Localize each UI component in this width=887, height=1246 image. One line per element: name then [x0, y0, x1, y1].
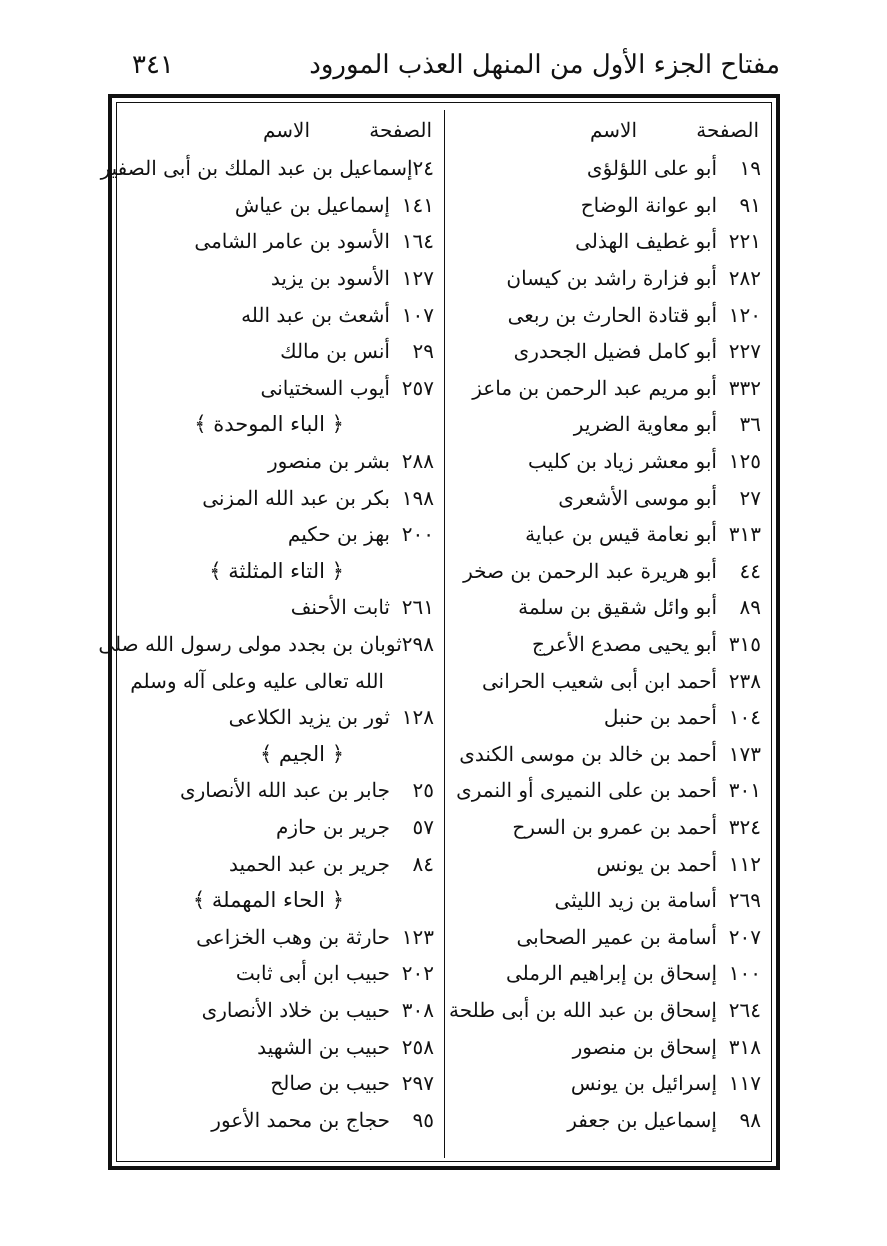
entry-page-number: ٣١٨: [728, 1034, 761, 1059]
entry-name: أبو مريم عبد الرحمن بن ماعز: [472, 375, 717, 400]
entry-page-number: ٢٨٨: [401, 449, 434, 474]
entry-page-number: ٣٠٨: [401, 997, 434, 1022]
entry-name: الأسود بن يزيد: [270, 266, 390, 291]
index-entry: [120, 223, 440, 260]
entry-page-number: ١٢٨: [401, 705, 434, 730]
entry-name: أبو هريرة عبد الرحمن بن صخر: [463, 558, 717, 583]
entry-name: أحمد بن حنبل: [603, 705, 717, 730]
index-entry: [120, 772, 440, 809]
index-entry: [120, 589, 440, 626]
entry-page-number: ٣٠١: [728, 778, 761, 803]
entry-name: إسرائيل بن يونس: [570, 1071, 717, 1096]
entry-page-number: ٢٦٤: [728, 997, 761, 1022]
index-entry: [120, 918, 440, 955]
entry-name: إسحاق بن عبد الله بن أبى طلحة: [449, 997, 717, 1022]
section-title: ﴿ الحاء المهملة ﴾: [192, 888, 344, 913]
section-heading: [120, 736, 440, 773]
entry-name: حبيب بن صالح: [270, 1071, 390, 1096]
entry-page-number: ٥٧: [412, 814, 434, 839]
entry-name: أسامة بن زيد الليثى: [554, 888, 717, 913]
index-entry: [449, 882, 767, 919]
entry-name: إسماعيل بن عياش: [234, 192, 390, 217]
entry-page-number: ١١٧: [728, 1071, 761, 1096]
entry-page-number: ٢٩٨: [401, 632, 434, 657]
entry-name: جرير بن عبد الحميد: [229, 851, 390, 876]
entry-name: إسحاق بن إبراهيم الرملى: [506, 961, 717, 986]
index-entry: [120, 333, 440, 370]
entry-page-number: ٣٣٢: [728, 375, 761, 400]
entry-name: أحمد ابن أبى شعيب الحرانى: [481, 668, 717, 693]
entry-name: حبيب بن خلاد الأنصارى: [201, 997, 390, 1022]
entry-page-number: ٢٣٨: [728, 668, 761, 693]
index-entry: [449, 699, 767, 736]
entry-name: ثابت الأحنف: [290, 595, 390, 620]
entry-name: أحمد بن على النميرى أو النمرى: [456, 778, 717, 803]
index-entry: [449, 626, 767, 663]
entry-name: أبو على اللؤلؤى: [586, 156, 717, 181]
index-entry: [120, 1028, 440, 1065]
index-entry: [120, 809, 440, 846]
entry-page-number: ٢٥: [412, 778, 434, 803]
entry-name: أبو موسى الأشعرى: [558, 485, 717, 510]
index-entry: [449, 553, 767, 590]
index-entry: [120, 296, 440, 333]
entry-name: أسامة بن عمير الصحابى: [516, 924, 717, 949]
index-entry: [449, 589, 767, 626]
entry-page-number: ٩٥: [412, 1107, 434, 1132]
entry-name: جرير بن حازم: [275, 814, 390, 839]
entry-name: الأسود بن عامر الشامى: [194, 229, 390, 254]
section-heading: [120, 553, 440, 590]
entry-page-number: ١٩: [739, 156, 761, 181]
entry-name: بكر بن عبد الله المزنى: [202, 485, 390, 510]
index-entry: [449, 955, 767, 992]
page-number: ٣٤١: [132, 50, 174, 80]
entry-page-number: ٢٥٨: [401, 1034, 434, 1059]
index-entry: [449, 918, 767, 955]
entry-name: أحمد بن عمرو بن السرح: [512, 814, 717, 839]
entry-name: أبو معشر زياد بن كليب: [528, 449, 717, 474]
entry-name: ثور بن يزيد الكلاعى: [228, 705, 390, 730]
entry-page-number: ٢٩٧: [401, 1071, 434, 1096]
section-title: ﴿ الباء الموحدة ﴾: [194, 412, 344, 437]
entry-page-number: ٢٩: [412, 339, 434, 364]
entry-name: أحمد بن خالد بن موسى الكندى: [459, 741, 717, 766]
entry-page-number: ٢٧: [739, 485, 761, 510]
entry-page-number: ٣٢٤: [728, 814, 761, 839]
entry-page-number: ٣١٥: [728, 632, 761, 657]
entry-name: ثوبان بن بجدد مولى رسول الله صلى: [98, 632, 402, 657]
index-entry: [449, 187, 767, 224]
page-header: [110, 50, 780, 90]
entry-name: أبو معاوية الضرير: [573, 412, 717, 437]
index-entry: [449, 736, 767, 773]
index-column-left: [98, 110, 440, 1138]
entry-page-number: ١٠٧: [401, 302, 434, 327]
index-entry: [449, 845, 767, 882]
entry-page-number: ٩٨: [739, 1107, 761, 1132]
section-title: ﴿ الجيم ﴾: [259, 741, 344, 766]
entry-name: إسماعيل بن جعفر: [567, 1107, 717, 1132]
section-heading: [120, 406, 440, 443]
entry-name: بهز بن حكيم: [287, 522, 390, 547]
index-entry: [120, 955, 440, 992]
index-entry: [449, 516, 767, 553]
entry-name: ابو عوانة الوضاح: [580, 192, 717, 217]
index-entry: [449, 992, 767, 1029]
entry-page-number: ١٤١: [401, 192, 434, 217]
entry-page-number: ٢٨٢: [728, 266, 761, 291]
index-entry: [120, 187, 440, 224]
index-entry: [449, 479, 767, 516]
entry-name: جابر بن عبد الله الأنصارى: [179, 778, 390, 803]
index-entry: [449, 1028, 767, 1065]
entry-page-number: ١٢٧: [401, 266, 434, 291]
column-header: [120, 110, 440, 150]
entry-name: أحمد بن يونس: [596, 851, 717, 876]
entry-page-number: ١٢٣: [401, 924, 434, 949]
entry-name: حارثة بن وهب الخزاعى: [196, 924, 390, 949]
index-entry: [120, 699, 440, 736]
entry-name: أبو يحيى مصدع الأعرج: [531, 632, 717, 657]
section-title: ﴿ التاء المثلثة ﴾: [209, 558, 344, 583]
entry-name: الله تعالى عليه وعلى آله وسلم: [130, 668, 384, 693]
index-entry: [120, 662, 440, 699]
entry-page-number: ١٢٠: [728, 302, 761, 327]
index-entry: [449, 772, 767, 809]
index-entry: [98, 626, 440, 663]
index-column-right: [449, 110, 767, 1138]
entry-page-number: ٨٩: [739, 595, 761, 620]
index-entry: [449, 296, 767, 333]
index-entry: [449, 1065, 767, 1102]
entry-page-number: ٢٦٩: [728, 888, 761, 913]
index-entry: [120, 479, 440, 516]
index-entry: [120, 260, 440, 297]
entry-name: حبيب ابن أبى ثابت: [235, 961, 390, 986]
entry-name: أبو غطيف الهذلى: [575, 229, 717, 254]
entry-page-number: ١٦٤: [401, 229, 434, 254]
column-header: [449, 110, 767, 150]
entry-name: أنس بن مالك: [280, 339, 390, 364]
entry-page-number: ٢٠٢: [401, 961, 434, 986]
entry-page-number: ٢٢١: [728, 229, 761, 254]
entry-page-number: ٤٤: [739, 558, 761, 583]
index-entry: [449, 809, 767, 846]
name-column-label: الاسم: [589, 118, 637, 142]
entry-name: أيوب السختيانى: [260, 375, 390, 400]
index-entry: [449, 1101, 767, 1138]
entry-page-number: ١٠٠: [728, 961, 761, 986]
entry-page-number: ١٠٤: [728, 705, 761, 730]
index-entry: [449, 443, 767, 480]
index-entry: [100, 150, 440, 187]
entry-name: أبو كامل فضيل الجحدرى: [513, 339, 717, 364]
name-column-label: الاسم: [262, 118, 310, 142]
index-entry: [449, 150, 767, 187]
index-entry: [120, 845, 440, 882]
entry-name: بشر بن منصور: [267, 449, 390, 474]
entry-page-number: ٢٦١: [401, 595, 434, 620]
index-entry: [449, 223, 767, 260]
entry-name: أبو وائل شقيق بن سلمة: [518, 595, 717, 620]
entry-name: أشعث بن عبد الله: [241, 302, 390, 327]
entry-page-number: ٢٤: [412, 156, 434, 181]
index-entry: [120, 443, 440, 480]
index-entry: [120, 1101, 440, 1138]
entry-page-number: ٢٠٠: [401, 522, 434, 547]
entry-page-number: ١١٢: [728, 851, 761, 876]
entry-name: حبيب بن الشهيد: [257, 1034, 390, 1059]
entry-page-number: ٨٤: [412, 851, 434, 876]
entry-name: حجاج بن محمد الأعور: [211, 1107, 390, 1132]
index-entry: [120, 370, 440, 407]
index-entry: [449, 406, 767, 443]
page-column-label: الصفحة: [369, 118, 432, 142]
page-column-label: الصفحة: [696, 118, 759, 142]
section-heading: [120, 882, 440, 919]
entry-page-number: ١٩٨: [401, 485, 434, 510]
entry-page-number: ٩١: [739, 192, 761, 217]
entry-page-number: ٢٥٧: [401, 375, 434, 400]
index-entry: [449, 370, 767, 407]
entry-page-number: ١٧٣: [728, 741, 761, 766]
entry-name: إسماعيل بن عبد الملك بن أبى الصفير: [100, 156, 413, 181]
index-entry: [120, 992, 440, 1029]
index-entry: [120, 1065, 440, 1102]
entry-name: إسحاق بن منصور: [572, 1034, 717, 1059]
index-rows: [98, 150, 440, 1138]
index-entry: [449, 662, 767, 699]
running-title: مفتاح الجزء الأول من المنهل العذب المورود: [309, 50, 780, 80]
index-entry: [449, 260, 767, 297]
entry-page-number: ٢٠٧: [728, 924, 761, 949]
entry-page-number: ٣٦: [739, 412, 761, 437]
entry-page-number: ١٢٥: [728, 449, 761, 474]
entry-name: أبو نعامة قيس بن عباية: [525, 522, 717, 547]
column-divider: [444, 110, 445, 1158]
index-entry: [449, 333, 767, 370]
index-entry: [120, 516, 440, 553]
entry-name: أبو قتادة الحارث بن ربعى: [507, 302, 717, 327]
entry-page-number: ٢٢٧: [728, 339, 761, 364]
index-rows: [449, 150, 767, 1138]
entry-page-number: ٣١٣: [728, 522, 761, 547]
entry-name: أبو فزارة راشد بن كيسان: [506, 266, 717, 291]
